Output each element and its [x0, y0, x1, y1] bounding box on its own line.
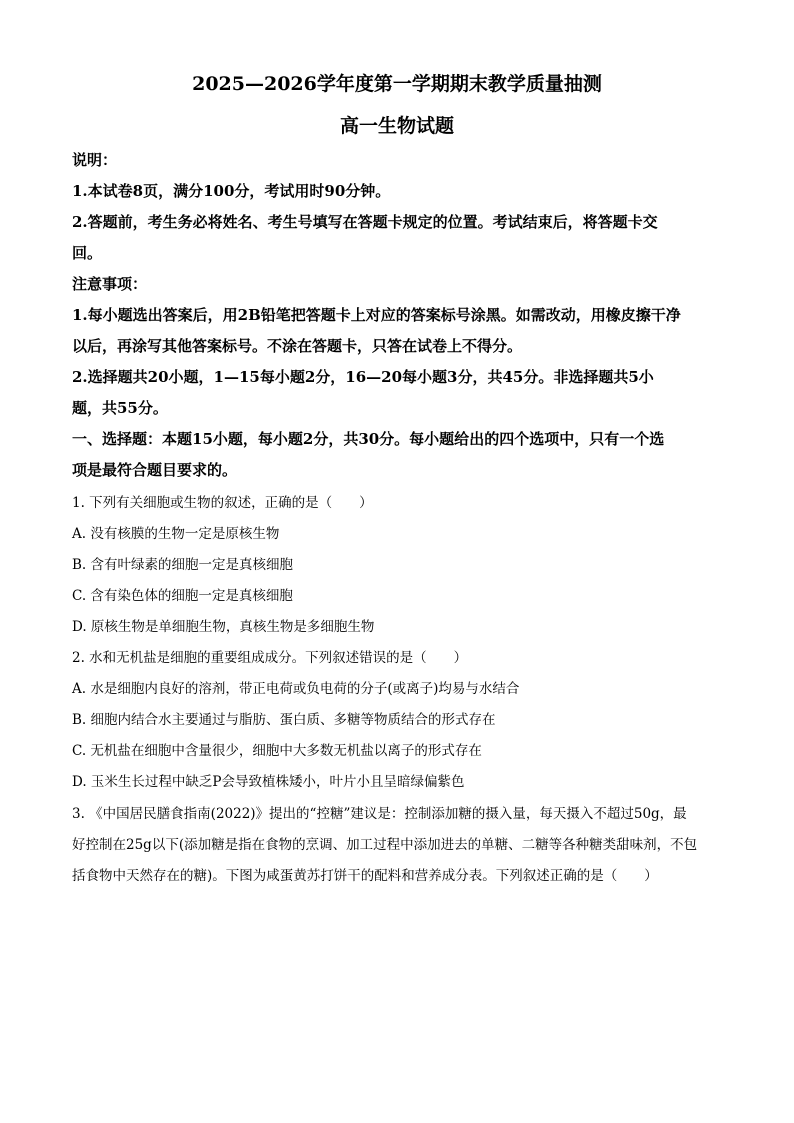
question-stem: 2. 水和无机盐是细胞的重要组成成分。下列叙述错误的是（ ） — [72, 650, 468, 666]
instruction-line: 2.答题前，考生务必将姓名、考生号填写在答题卡规定的位置。考试结束后，将答题卡交 — [72, 213, 658, 231]
instructions-heading: 说明： — [72, 151, 118, 169]
section-heading: 项是最符合题目要求的。 — [72, 461, 238, 479]
exam-title: 2025—2026学年度第一学期期末教学质量抽测 — [192, 73, 602, 95]
option-d: D. 原核生物是单细胞生物，真核生物是多细胞生物 — [72, 619, 375, 635]
instruction-line: 回。 — [72, 244, 103, 262]
option-a: A. 水是细胞内良好的溶剂，带正电荷或负电荷的分子(或离子)均易与水结合 — [72, 681, 520, 697]
note-line: 1.每小题选出答案后，用2B铅笔把答题卡上对应的答案标号涂黑。如需改动，用橡皮擦干净 — [72, 306, 681, 324]
option-c: C. 含有染色体的细胞一定是真核细胞 — [72, 588, 293, 604]
question-stem: 括食物中天然存在的糖)。下图为咸蛋黄苏打饼干的配料和营养成分表。下列叙述正确的是（ ） — [72, 868, 658, 884]
section-heading: 一、选择题：本题15小题，每小题2分，共30分。每小题给出的四个选项中，只有一个选 — [72, 430, 665, 448]
note-line: 题，共55分。 — [72, 399, 168, 417]
note-line: 2.选择题共20小题，1—15每小题2分，16—20每小题3分，共45分。非选择题共5小 — [72, 368, 654, 386]
option-b: B. 含有叶绿素的细胞一定是真核细胞 — [72, 557, 294, 573]
question-stem: 3. 《中国居民膳食指南(2022)》提出的“控糖”建议是：控制添加糖的摄入量，每天摄入不超过50g，最 — [72, 806, 687, 822]
option-b: B. 细胞内结合水主要通过与脂肪、蛋白质、多糖等物质结合的形式存在 — [72, 712, 496, 728]
exam-subtitle: 高一生物试题 — [339, 115, 454, 137]
option-c: C. 无机盐在细胞中含量很少，细胞中大多数无机盐以离子的形式存在 — [72, 743, 482, 759]
notes-heading: 注意事项： — [72, 275, 148, 293]
question-stem: 1. 下列有关细胞或生物的叙述，正确的是（ ） — [72, 495, 373, 511]
question-stem: 好控制在25g以下(添加糖是指在食物的烹调、加工过程中添加进去的单糖、二糖等各种糖类甜味剂，不包 — [72, 837, 698, 853]
instruction-line: 1.本试卷8页，满分100分，考试用时90分钟。 — [72, 182, 391, 200]
option-d: D. 玉米生长过程中缺乏P会导致植株矮小，叶片小且呈暗绿偏紫色 — [72, 774, 465, 790]
note-line: 以后，再涂写其他答案标号。不涂在答题卡，只答在试卷上不得分。 — [72, 337, 523, 355]
option-a: A. 没有核膜的生物一定是原核生物 — [72, 526, 280, 542]
